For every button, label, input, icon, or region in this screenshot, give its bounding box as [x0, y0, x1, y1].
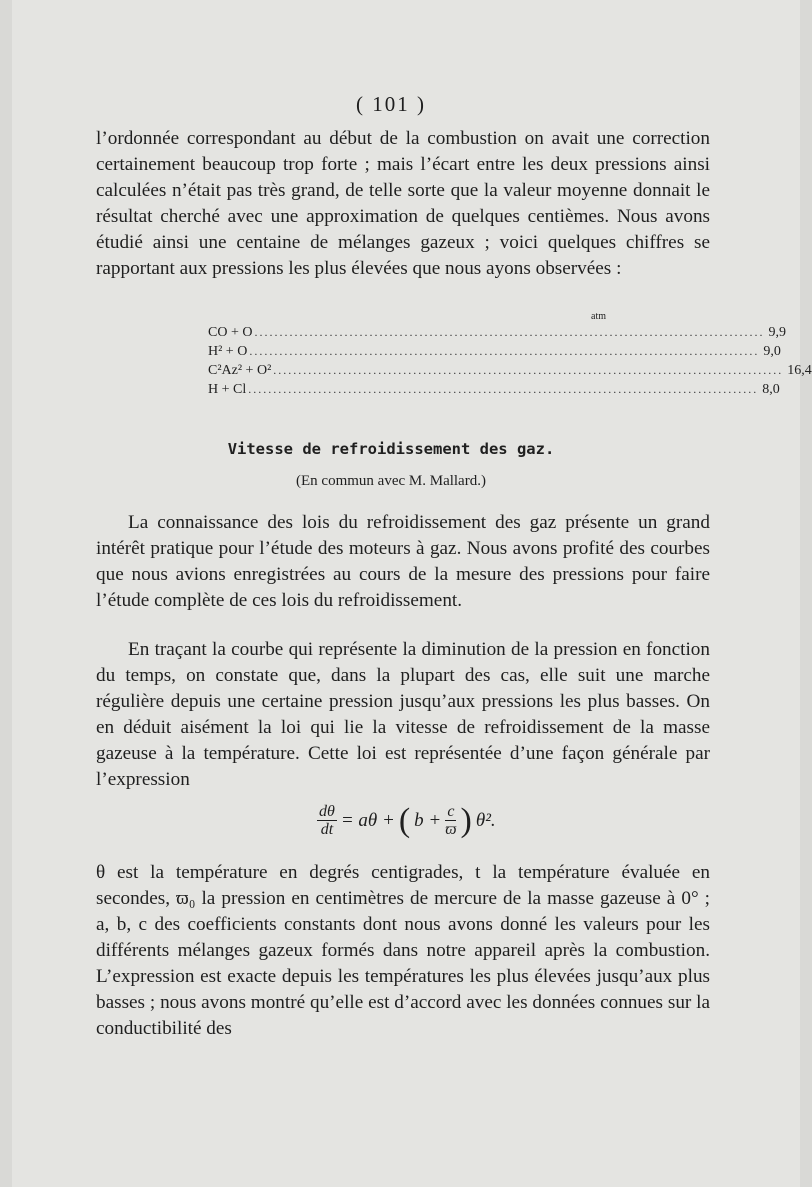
lhs-fraction: [317, 803, 337, 838]
lhs-numerator: dθ: [319, 803, 335, 820]
mixture-label: C²Az² + O²: [208, 363, 272, 378]
left-paren: (: [398, 801, 411, 839]
formula-inner-b: b +: [414, 809, 442, 831]
leader-dots: ......................................................................................................: [273, 363, 784, 377]
right-paren: ): [460, 801, 472, 839]
paragraph-3: [96, 637, 710, 793]
pressure-value: 8,0: [762, 382, 780, 397]
leader-dots: ......................................................................................................: [249, 344, 760, 358]
inner-fraction: [445, 803, 456, 838]
mixture-label: CO + O: [208, 325, 253, 340]
paragraph-1-text: l’ordonnée correspondant au début de la combustion on avait une correction certainement beaucoup trop forte ; mais l’écart entre les deux pressions ainsi calculées n’était pas très grand, de telle sorte que la valeur moyenne donnait le résultat cherché avec une approximation de quelques centièmes. Nous avons étudié ainsi une centaine de mélanges gazeux ; voici quelques chiffres se rapportant aux pressions les plus élevées que nous ayons observées :: [96, 128, 710, 279]
table-row: [208, 380, 780, 399]
table-row: [208, 342, 781, 361]
table-row: [208, 323, 786, 342]
paragraph-1: [96, 126, 710, 282]
mixture-label: H² + O: [208, 344, 248, 359]
pressure-value: 16,4: [787, 363, 812, 378]
paragraph-4: [96, 860, 710, 1042]
leader-dots: ......................................................................................................: [248, 382, 759, 396]
formula-middle: = aθ +: [340, 809, 395, 831]
inner-denominator: ϖ: [445, 821, 457, 838]
inner-numerator: c: [447, 803, 455, 820]
page-number: ( 101 ): [356, 92, 426, 116]
formula-tail: θ².: [475, 809, 496, 831]
leader-dots: ......................................................................................................: [254, 325, 765, 339]
pressure-unit: atm: [591, 311, 606, 322]
table-row: [208, 361, 812, 380]
paragraph-2-text: La connaissance des lois du refroidissement des gaz présente un grand intérêt pratique pour l’étude des moteurs à gaz. Nous avons profité des courbes que nous avions enregistrées au cours de la mesure des pressions pour faire l’étude complète de ces lois du refroidissement.: [96, 512, 710, 611]
pressure-value: 9,9: [768, 325, 786, 340]
document-page: [12, 0, 812, 1187]
pressure-value: 9,0: [763, 344, 781, 359]
mixture-label: H + Cl: [208, 382, 247, 397]
section-subtitle: (En commun avec M. Mallard.): [296, 473, 486, 489]
paragraph-4-text: θ est la température en degrés centigrades, t la température évaluée en secondes, ϖ₀ la pression en centimètres de mercure de la masse gazeuse à 0° ; a, b, c des coefficients constants dont nous avons donné les valeurs pour les différents mélanges gazeux formés dans notre appareil après la combustion. L’expression est exacte depuis les températures les plus élevées jusqu’aux plus basses ; nous avons montré qu’elle est d’accord avec les données connues sur la conductibilité des: [96, 862, 710, 1039]
lhs-denominator: dt: [320, 821, 334, 838]
pressure-table: [208, 311, 812, 399]
cooling-formula: [317, 803, 496, 838]
paragraph-2: [96, 510, 710, 614]
section-title: Vitesse de refroidissement des gaz.: [227, 440, 555, 458]
paragraph-3-text: En traçant la courbe qui représente la diminution de la pression en fonction du temps, on constate que, dans la plupart des cas, elle suit une marche régulière depuis une certaine pression jusqu’aux pressions les plus basses. On en déduit aisément la loi qui lie la vitesse de refroidissement de la masse gazeuse à la température. Cette loi est représentée d’une façon générale par l’expression: [96, 639, 710, 790]
